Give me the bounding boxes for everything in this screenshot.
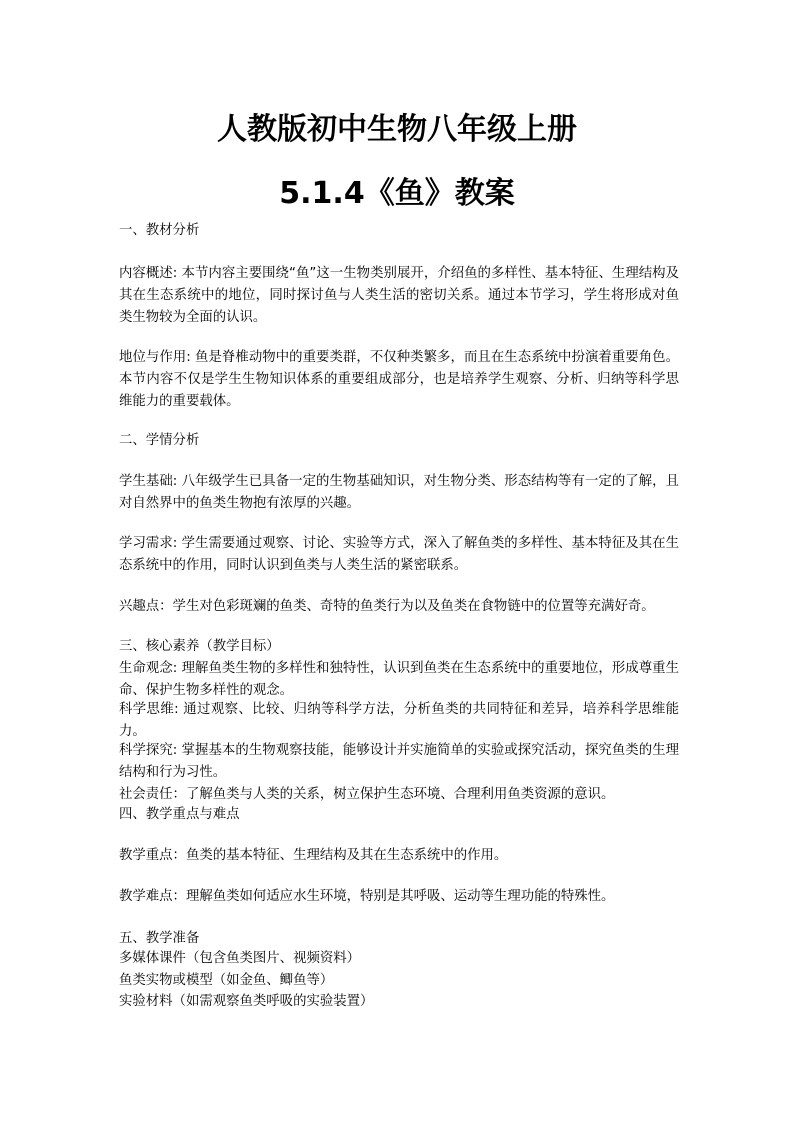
paragraph-learning-needs: 学习需求: 学生需要通过观察、讨论、实验等方式，深入了解鱼类的多样性、基本特征及其在生态系统中的作用，同时认识到鱼类与人类生活的紧密联系。 [119, 536, 679, 573]
paragraph-life-concept: 生命观念: 理解鱼类生物的多样性和独特性，认识到鱼类在生态系统中的重要地位，形成尊重生命、保护生物多样性的观念。 [119, 661, 679, 698]
section-heading-core-literacy: 三、核心素养（教学目标） [119, 639, 280, 654]
paragraph-teaching-focus: 教学重点：鱼类的基本特征、生理结构及其在生态系统中的作用。 [119, 848, 508, 863]
list-item-experiment-materials: 实验材料（如需观察鱼类呼吸的实验装置） [119, 994, 374, 1009]
paragraph-scientific-thinking: 科学思维: 通过观察、比较、归纳等科学方法，分析鱼类的共同特征和差异，培养科学思维能力。 [119, 702, 679, 739]
document-title: 人教版初中生物八年级上册 [217, 112, 577, 147]
section-heading-teaching-preparation: 五、教学准备 [119, 931, 200, 946]
document-subtitle: 5.1.4《鱼》教案 [279, 176, 515, 211]
paragraph-interest-points: 兴趣点：学生对色彩斑斓的鱼类、奇特的鱼类行为以及鱼类在食物链中的位置等充满好奇。 [119, 599, 655, 614]
section-heading-textbook-analysis: 一、教材分析 [119, 223, 200, 238]
paragraph-scientific-inquiry: 科学探究: 掌握基本的生物观察技能，能够设计并实施简单的实验或探究活动，探究鱼类的生理结构和行为习性。 [119, 743, 679, 780]
paragraph-teaching-difficulty: 教学难点：理解鱼类如何适应水生环境，特别是其呼吸、运动等生理功能的特殊性。 [119, 889, 615, 904]
section-heading-key-difficult-points: 四、教学重点与难点 [119, 807, 240, 822]
paragraph-content-overview: 内容概述: 本节内容主要围绕“鱼”这一生物类别展开，介绍鱼的多样性、基本特征、生理结构及其在生态系统中的地位，同时探讨鱼与人类生活的密切关系。通过本节学习，学生将形成对鱼类生物较为全面的认识。 [119, 266, 679, 325]
list-item-multimedia: 多媒体课件（包含鱼类图片、视频资料） [119, 951, 361, 966]
paragraph-position-role: 地位与作用: 鱼是脊椎动物中的重要类群，不仅种类繁多，而且在生态系统中扮演着重要角色。本节内容不仅是学生生物知识体系的重要组成部分，也是培养学生观察、分析、归纳等科学思维能力的重要载体。 [119, 350, 679, 409]
list-item-fish-models: 鱼类实物或模型（如金鱼、鲫鱼等） [119, 973, 334, 988]
section-heading-student-analysis: 二、学情分析 [119, 433, 200, 448]
paragraph-social-responsibility: 社会责任：了解鱼类与人类的关系，树立保护生态环境、合理利用鱼类资源的意识。 [119, 787, 615, 802]
paragraph-student-foundation: 学生基础: 八年级学生已具备一定的生物基础知识，对生物分类、形态结构等有一定的了解，且对自然界中的鱼类生物抱有浓厚的兴趣。 [119, 474, 679, 511]
